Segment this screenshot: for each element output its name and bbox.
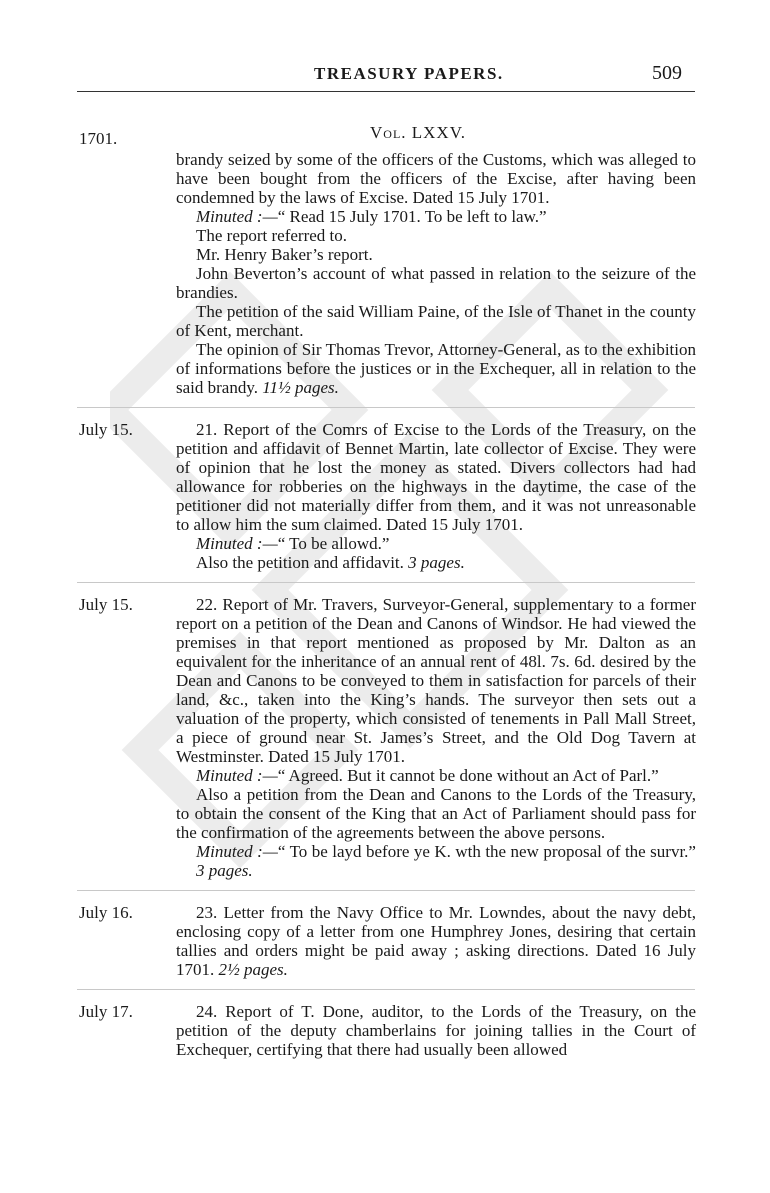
entry-body <box>176 420 696 572</box>
paragraph <box>176 226 696 245</box>
page-count: 11½ pages. <box>262 378 339 397</box>
entry-body <box>176 150 696 397</box>
paragraph-text: brandy seized by some of the officers of the Customs, which was alleged to have been bought from the officers of the Excise, after having been condemned by the laws of Excise. Dated 15 July 1701. <box>176 150 696 207</box>
entry-date: July 15. <box>79 595 133 614</box>
paragraph-text: The petition of the said William Paine, of the Isle of Thanet in the county of Kent, merchant. <box>176 302 696 340</box>
year-margin: 1701. <box>79 129 118 148</box>
page-count: 3 pages. <box>408 553 465 572</box>
paragraph <box>176 340 696 397</box>
page-count: 3 pages. <box>196 861 253 880</box>
paragraph-text: “ Read 15 July 1701. To be left to law.” <box>277 207 547 226</box>
paragraph <box>176 302 696 340</box>
entries-list <box>0 150 770 1069</box>
minuted-label: Minuted :— <box>196 534 278 553</box>
paragraph <box>176 150 696 207</box>
minuted-label: Minuted :— <box>196 207 278 226</box>
paragraph <box>176 785 696 842</box>
paragraph <box>176 595 696 766</box>
paragraph <box>176 264 696 302</box>
minuted-note <box>176 766 696 785</box>
minuted-label: Minuted :— <box>196 842 278 861</box>
entry-date: July 16. <box>79 903 133 922</box>
paragraph-text: Mr. Henry Baker’s report. <box>196 245 373 264</box>
entry <box>0 903 770 979</box>
volume-heading: Vol. LXXV. <box>370 123 467 142</box>
paragraph-text: John Beverton’s account of what passed in relation to the seizure of the brandies. <box>176 264 696 302</box>
entry-separator <box>77 407 695 408</box>
entry <box>0 1002 770 1059</box>
entry-separator <box>77 890 695 891</box>
entry-body <box>176 595 696 880</box>
page-number: 509 <box>652 62 682 84</box>
entry <box>0 150 770 397</box>
paragraph-text: 21. Report of the Comrs of Excise to the Lords of the Treasury, on the petition and affidavit of Bennet Martin, late collector of Excise. They were of opinion that he lost the money as stated. Divers collectors had had allowance for robberies on the highways in the daytime, the case of the petitioner did not materially differ from them, and it was not unreasonable to allow him the sum claimed. Dated 15 July 1701. <box>176 420 696 534</box>
entry-body <box>176 1002 696 1059</box>
paragraph-text: The report referred to. <box>196 226 348 245</box>
paragraph <box>176 553 696 572</box>
paragraph-text: “ To be allowd.” <box>277 534 390 553</box>
minuted-note <box>176 842 696 880</box>
paragraph-text: Also a petition from the Dean and Canons to the Lords of the Treasury, to obtain the consent of the King that an Act of Parliament should pass for the confirmation of the agreements between the above persons. <box>176 785 696 842</box>
minuted-note <box>176 534 696 553</box>
paragraph <box>176 245 696 264</box>
paragraph-text: The opinion of Sir Thomas Trevor, Attorney-General, as to the exhibition of informations before the justices or in the Exchequer, all in relation to the said brandy. <box>176 340 696 397</box>
entry <box>0 420 770 572</box>
entry <box>0 595 770 880</box>
entry-date: July 15. <box>79 420 133 439</box>
paragraph <box>176 903 696 979</box>
header-rule <box>77 91 695 92</box>
entry-date: July 17. <box>79 1002 133 1021</box>
paragraph <box>176 420 696 534</box>
page-count: 2½ pages. <box>218 960 288 979</box>
minuted-label: Minuted :— <box>196 766 278 785</box>
paragraph-text: “ To be layd before ye K. wth the new proposal of the survr.” <box>277 842 696 861</box>
paragraph <box>176 1002 696 1059</box>
paragraph-text: “ Agreed. But it cannot be done without an Act of Parl.” <box>277 766 659 785</box>
paragraph-text: Also the petition and affidavit. <box>196 553 404 572</box>
paragraph-text: 23. Letter from the Navy Office to Mr. Lowndes, about the navy debt, enclosing copy of a letter from one Humphrey Jones, desiring that certain tallies and orders might be paid away ; asking directions. Dated 16 July 1701. <box>176 903 696 979</box>
entry-separator <box>77 582 695 583</box>
entry-body <box>176 903 696 979</box>
entry-separator <box>77 989 695 990</box>
running-title: TREASURY PAPERS. <box>314 64 504 83</box>
paragraph-text: 22. Report of Mr. Travers, Surveyor-General, supplementary to a former report on a petition of the Dean and Canons of Windsor. He had viewed the premises in that report mentioned as proposed by Mr. Dalton as an equivalent for the inheritance of an annual rent of 48l. 7s. 6d. desired by the Dean and Canons to be conveyed to them in satisfaction for parcels of their land, &c., taken into the King’s hands. The surveyor then sets out a valuation of the property, which consisted of tenements in Pall Mall Street, a piece of ground near St. James’s Street, and the Old Dog Tavern at Westminster. Dated 15 July 1701. <box>176 595 696 766</box>
paragraph-text: 24. Report of T. Done, auditor, to the Lords of the Treasury, on the petition of the deputy chamberlains for joining tallies in the Court of Exchequer, certifying that there had usually been allowed <box>176 1002 696 1059</box>
minuted-note <box>176 207 696 226</box>
